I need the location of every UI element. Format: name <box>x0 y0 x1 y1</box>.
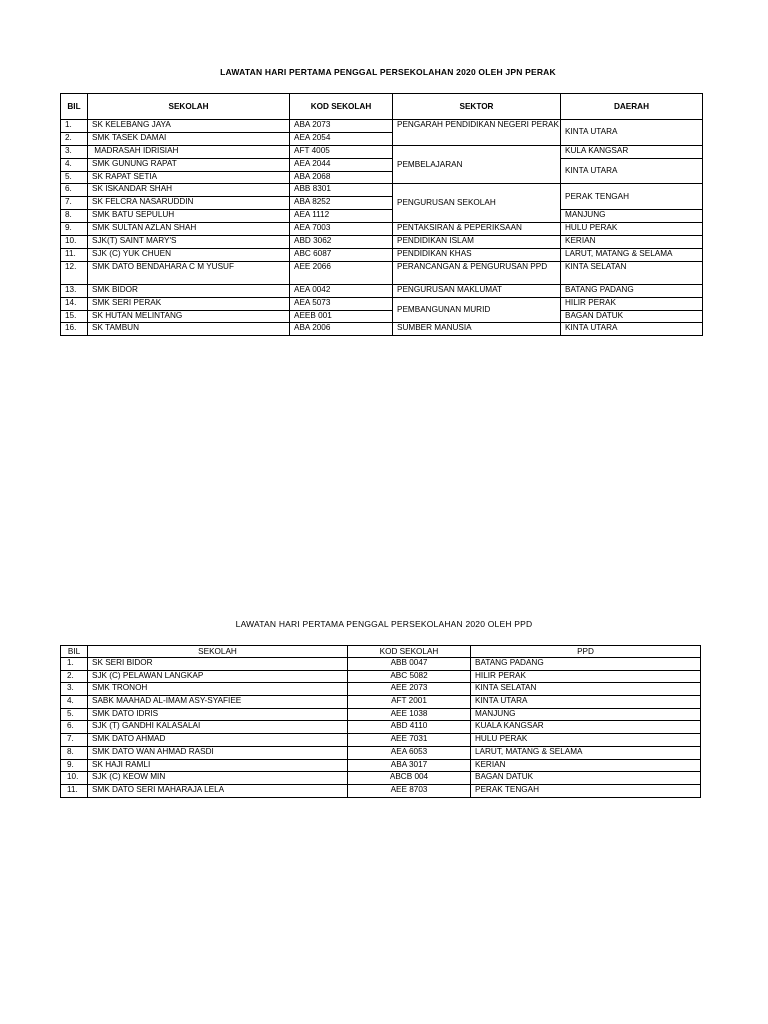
cell-daerah: KERIAN <box>561 236 703 249</box>
table2-title: LAWATAN HARI PERTAMA PENGGAL PERSEKOLAHAN 2020 OLEH PPD <box>235 619 533 629</box>
cell-bil: 9. <box>61 223 88 236</box>
table-row <box>61 323 703 336</box>
header-sekolah: SEKOLAH <box>88 94 290 120</box>
cell-sekolah: SJK (C) KEOW MIN <box>88 772 348 785</box>
cell-kod: ABA 8252 <box>290 197 393 210</box>
cell-daerah: HILIR PERAK <box>561 297 703 310</box>
cell-ppd: MANJUNG <box>471 708 701 721</box>
table-row <box>61 158 703 171</box>
cell-kod: ABC 5082 <box>348 670 471 683</box>
cell-kod: ABB 0047 <box>348 658 471 671</box>
cell-sektor: PEMBELAJARAN <box>393 145 561 184</box>
cell-kod: AEE 1038 <box>348 708 471 721</box>
table-row <box>61 120 703 133</box>
cell-sektor: PENGARAH PENDIDIKAN NEGERI PERAK <box>393 120 561 146</box>
cell-kod: ABD 3062 <box>290 236 393 249</box>
ppd-visit-table <box>60 645 701 798</box>
cell-daerah: KINTA UTARA <box>561 323 703 336</box>
cell-kod: ABA 3017 <box>348 759 471 772</box>
cell-bil: 13. <box>61 284 88 297</box>
cell-kod: AEEB 001 <box>290 310 393 323</box>
header-sekolah: SEKOLAH <box>88 646 348 658</box>
cell-kod: AEE 2073 <box>348 683 471 696</box>
cell-kod: ABCB 004 <box>348 772 471 785</box>
cell-bil: 5. <box>61 171 88 184</box>
cell-bil: 8. <box>61 210 88 223</box>
cell-daerah: PERAK TENGAH <box>561 184 703 210</box>
cell-bil: 3. <box>61 683 88 696</box>
cell-sekolah: SK SERI BIDOR <box>88 658 348 671</box>
cell-bil: 11. <box>61 784 88 797</box>
table-row <box>61 223 703 236</box>
cell-bil: 1. <box>61 658 88 671</box>
table-row <box>61 310 703 323</box>
cell-sekolah: SMK BATU SEPULUH <box>88 210 290 223</box>
cell-kod: AEE 8703 <box>348 784 471 797</box>
table-row <box>61 734 701 747</box>
cell-sekolah: MADRASAH IDRISIAH <box>88 145 290 158</box>
cell-ppd: KERIAN <box>471 759 701 772</box>
cell-ppd: HILIR PERAK <box>471 670 701 683</box>
header-kod-sekolah: KOD SEKOLAH <box>348 646 471 658</box>
cell-bil: 10. <box>61 772 88 785</box>
cell-daerah: BAGAN DATUK <box>561 310 703 323</box>
cell-sekolah: SMK SULTAN AZLAN SHAH <box>88 223 290 236</box>
cell-bil: 4. <box>61 696 88 709</box>
cell-sektor: SUMBER MANUSIA <box>393 323 561 336</box>
cell-bil: 14. <box>61 297 88 310</box>
jpn-visit-table <box>60 93 703 336</box>
table-row <box>61 184 703 197</box>
cell-sekolah: SABK MAAHAD AL-IMAM ASY-SYAFIEE <box>88 696 348 709</box>
cell-daerah: LARUT, MATANG & SELAMA <box>561 248 703 261</box>
cell-daerah: KULA KANGSAR <box>561 145 703 158</box>
cell-daerah: MANJUNG <box>561 210 703 223</box>
cell-bil: 11. <box>61 248 88 261</box>
cell-bil: 5. <box>61 708 88 721</box>
cell-sektor: PENDIDIKAN KHAS <box>393 248 561 261</box>
cell-sekolah: SMK SERI PERAK <box>88 297 290 310</box>
cell-sekolah: SJK(T) SAINT MARY'S <box>88 236 290 249</box>
cell-kod: AEA 7003 <box>290 223 393 236</box>
cell-sekolah: SMK DATO SERI MAHARAJA LELA <box>88 784 348 797</box>
cell-ppd: LARUT, MATANG & SELAMA <box>471 746 701 759</box>
cell-sekolah: SMK DATO BENDAHARA C M YUSUF <box>88 261 290 284</box>
cell-sekolah: SJK (C) PELAWAN LANGKAP <box>88 670 348 683</box>
table1-title: LAWATAN HARI PERTAMA PENGGAL PERSEKOLAHAN 2020 OLEH JPN PERAK <box>220 67 556 77</box>
cell-sekolah: SK KELEBANG JAYA <box>88 120 290 133</box>
header-daerah: DAERAH <box>561 94 703 120</box>
table-header-row <box>61 94 703 120</box>
cell-kod: ABA 2006 <box>290 323 393 336</box>
table-row <box>61 658 701 671</box>
cell-kod: ABC 6087 <box>290 248 393 261</box>
cell-sekolah: SJK (C) YUK CHUEN <box>88 248 290 261</box>
table-row <box>61 772 701 785</box>
cell-sekolah: SMK TASEK DAMAI <box>88 132 290 145</box>
cell-sekolah: SK TAMBUN <box>88 323 290 336</box>
cell-bil: 6. <box>61 721 88 734</box>
cell-bil: 16. <box>61 323 88 336</box>
header-bil: BIL <box>61 94 88 120</box>
cell-sekolah: SMK GUNUNG RAPAT <box>88 158 290 171</box>
cell-sekolah: SJK (T) GANDHI KALASALAI <box>88 721 348 734</box>
cell-sekolah: SK FELCRA NASARUDDIN <box>88 197 290 210</box>
cell-kod: AEE 2066 <box>290 261 393 284</box>
cell-ppd: BATANG PADANG <box>471 658 701 671</box>
header-sektor: SEKTOR <box>393 94 561 120</box>
table-row <box>61 670 701 683</box>
table-row <box>61 696 701 709</box>
cell-bil: 6. <box>61 184 88 197</box>
cell-bil: 9. <box>61 759 88 772</box>
table-row <box>61 746 701 759</box>
header-kod-sekolah: KOD SEKOLAH <box>290 94 393 120</box>
cell-kod: AEA 6053 <box>348 746 471 759</box>
cell-bil: 12. <box>61 261 88 284</box>
cell-ppd: PERAK TENGAH <box>471 784 701 797</box>
header-ppd: PPD <box>471 646 701 658</box>
cell-kod: AEA 5073 <box>290 297 393 310</box>
table-row <box>61 721 701 734</box>
cell-kod: AEA 1112 <box>290 210 393 223</box>
cell-bil: 1. <box>61 120 88 133</box>
table-row <box>61 210 703 223</box>
table-row <box>61 759 701 772</box>
cell-ppd: KINTA SELATAN <box>471 683 701 696</box>
cell-kod: ABB 8301 <box>290 184 393 197</box>
table-row <box>61 784 701 797</box>
table-row <box>61 284 703 297</box>
cell-daerah: BATANG PADANG <box>561 284 703 297</box>
cell-bil: 2. <box>61 132 88 145</box>
cell-bil: 3. <box>61 145 88 158</box>
cell-sekolah: SK HAJI RAMLI <box>88 759 348 772</box>
cell-daerah: KINTA UTARA <box>561 120 703 146</box>
cell-sekolah: SK ISKANDAR SHAH <box>88 184 290 197</box>
cell-daerah: KINTA SELATAN <box>561 261 703 284</box>
cell-sektor: PENDIDIKAN ISLAM <box>393 236 561 249</box>
cell-sektor: PEMBANGUNAN MURID <box>393 297 561 323</box>
cell-sekolah: SMK DATO IDRIS <box>88 708 348 721</box>
cell-daerah: HULU PERAK <box>561 223 703 236</box>
cell-kod: AEE 7031 <box>348 734 471 747</box>
cell-sekolah: SK HUTAN MELINTANG <box>88 310 290 323</box>
cell-bil: 10. <box>61 236 88 249</box>
cell-sektor: PENGURUSAN SEKOLAH <box>393 184 561 223</box>
cell-bil: 8. <box>61 746 88 759</box>
cell-sekolah: SMK DATO WAN AHMAD RASDI <box>88 746 348 759</box>
table-row <box>61 236 703 249</box>
cell-kod: AEA 2044 <box>290 158 393 171</box>
table-header-row <box>61 646 701 658</box>
cell-bil: 7. <box>61 734 88 747</box>
cell-ppd: HULU PERAK <box>471 734 701 747</box>
cell-daerah: KINTA UTARA <box>561 158 703 184</box>
cell-kod: ABA 2073 <box>290 120 393 133</box>
cell-ppd: BAGAN DATUK <box>471 772 701 785</box>
table-row <box>61 708 701 721</box>
table-row <box>61 297 703 310</box>
cell-ppd: KINTA UTARA <box>471 696 701 709</box>
cell-bil: 7. <box>61 197 88 210</box>
cell-sektor: PERANCANGAN & PENGURUSAN PPD <box>393 261 561 284</box>
cell-sekolah: SK RAPAT SETIA <box>88 171 290 184</box>
cell-kod: ABD 4110 <box>348 721 471 734</box>
table-row <box>61 248 703 261</box>
cell-sektor: PENGURUSAN MAKLUMAT <box>393 284 561 297</box>
cell-bil: 15. <box>61 310 88 323</box>
table-row <box>61 683 701 696</box>
cell-sekolah: SMK DATO AHMAD <box>88 734 348 747</box>
table-row <box>61 145 703 158</box>
cell-kod: AEA 0042 <box>290 284 393 297</box>
cell-bil: 4. <box>61 158 88 171</box>
cell-sekolah: SMK TRONOH <box>88 683 348 696</box>
cell-kod: AFT 4005 <box>290 145 393 158</box>
table-row <box>61 261 703 284</box>
cell-kod: ABA 2068 <box>290 171 393 184</box>
cell-sekolah: SMK BIDOR <box>88 284 290 297</box>
cell-kod: AFT 2001 <box>348 696 471 709</box>
cell-sektor: PENTAKSIRAN & PEPERIKSAAN <box>393 223 561 236</box>
header-bil: BIL <box>61 646 88 658</box>
cell-kod: AEA 2054 <box>290 132 393 145</box>
cell-ppd: KUALA KANGSAR <box>471 721 701 734</box>
cell-bil: 2. <box>61 670 88 683</box>
